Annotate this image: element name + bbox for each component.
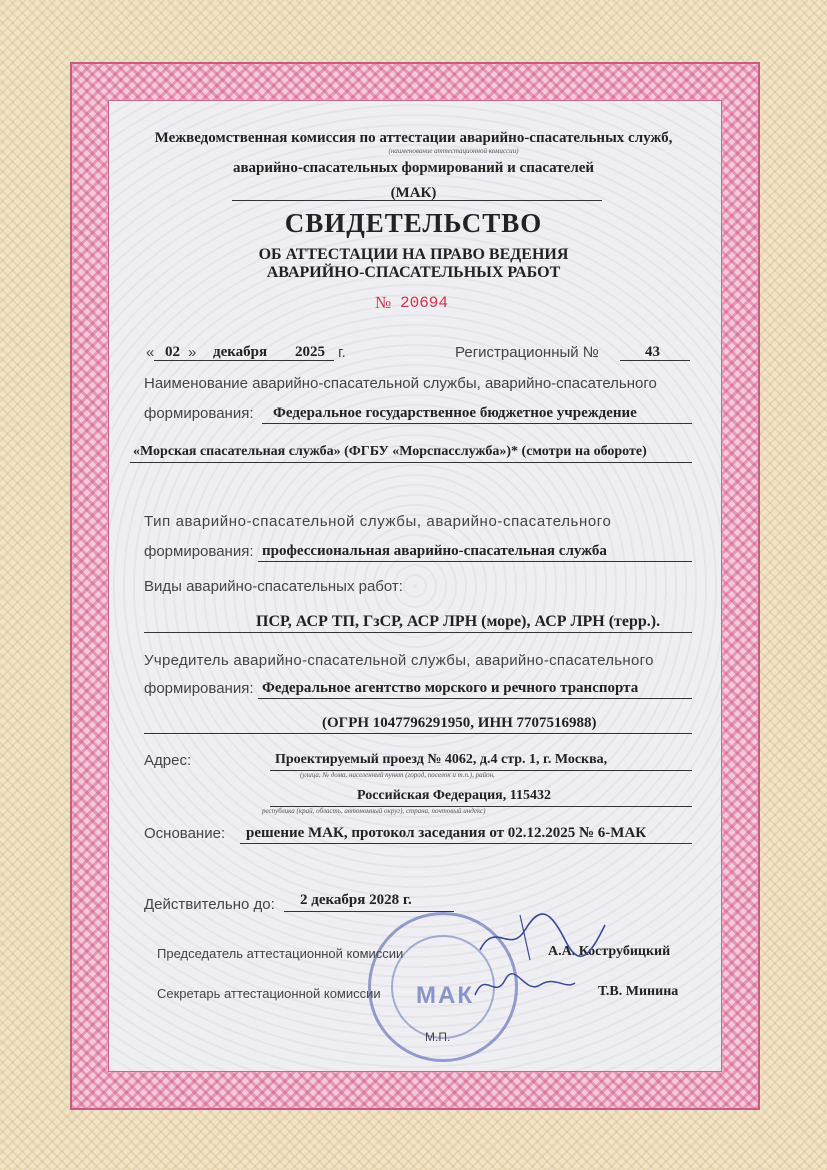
kinds-value: ПСР, АСР ТП, ГзСР, АСР ЛРН (море), АСР ЛРН (терр.). — [256, 613, 661, 630]
chair-signature — [470, 905, 610, 965]
type-underline — [258, 561, 692, 562]
date-year: 2025 — [295, 344, 325, 360]
number-sign: № — [375, 293, 392, 312]
type-label-line1: Тип аварийно-спасательной службы, аварийно-спасательного — [144, 513, 612, 530]
basis-underline — [240, 843, 692, 844]
address-label: Адрес: — [144, 752, 192, 769]
commission-abbrev: (МАК) — [390, 185, 437, 201]
kinds-underline — [144, 632, 692, 633]
address-caption-2: республика (край, область, автономный округ), страна, почтовый индекс) — [262, 807, 486, 815]
valid-until-label: Действительно до: — [144, 896, 275, 913]
certificate-title: СВИДЕТЕЛЬСТВО — [284, 208, 543, 238]
address-value-line2: Российская Федерация, 115432 — [357, 788, 551, 803]
chair-name: А.А. Кострубицкий — [548, 944, 671, 959]
registration-number: 43 — [645, 344, 660, 360]
secretary-name: Т.В. Минина — [598, 984, 679, 999]
commission-name-line1: Межведомственная комиссия по аттестации аварийно-спасательных служб, — [154, 130, 673, 146]
commission-name-line2: аварийно-спасательных формирований и спасателей — [232, 160, 595, 176]
name-underline-1 — [262, 423, 692, 424]
founder-underline-2 — [144, 733, 692, 734]
founder-label-line1: Учредитель аварийно-спасательной службы, аварийно-спасательного — [144, 652, 654, 669]
certificate-subtitle-line1: ОБ АТТЕСТАЦИИ НА ПРАВО ВЕДЕНИЯ — [258, 246, 569, 263]
header-underline — [232, 200, 602, 201]
date-month: декабря — [213, 344, 268, 360]
basis-label: Основание: — [144, 825, 226, 842]
name-label-line2: формирования: — [144, 405, 254, 422]
founder-label-line2: формирования: — [144, 680, 254, 697]
certificate-subtitle-line2: АВАРИЙНО-СПАСАТЕЛЬНЫХ РАБОТ — [266, 264, 561, 281]
registration-underline — [620, 360, 690, 361]
date-open-quote: « — [146, 344, 155, 361]
basis-value: решение МАК, протокол заседания от 02.12.2025 № 6-МАК — [246, 825, 647, 841]
seal-center-text: МАК — [416, 982, 474, 1009]
secretary-label: Секретарь аттестационной комиссии — [157, 986, 381, 1001]
date-day: 02 — [165, 344, 180, 360]
name-value-line1: Федеральное государственное бюджетное учреждение — [273, 405, 637, 421]
address-value-line1: Проектируемый проезд № 4062, д.4 стр. 1, г. Москва, — [275, 752, 608, 767]
chair-label: Председатель аттестационной комиссии — [157, 946, 404, 961]
commission-caption: (наименование аттестационной комиссии) — [388, 147, 519, 155]
date-underline — [154, 360, 334, 361]
secretary-signature — [470, 965, 580, 1005]
stamp-place-label: М.П. — [425, 1030, 451, 1044]
certificate-number: 20694 — [400, 294, 449, 312]
type-label-line2: формирования: — [144, 543, 254, 560]
address-caption-1: (улица, № дома, населенный пункт (город, поселок и т.п.), район, — [300, 771, 495, 779]
founder-value-line1: Федеральное агентство морского и речного транспорта — [262, 680, 639, 696]
kinds-label: Виды аварийно-спасательных работ: — [144, 578, 403, 595]
name-value-line2: «Морская спасательная служба» (ФГБУ «Морспасслужба»)* (смотри на обороте) — [133, 444, 647, 459]
type-value: профессиональная аварийно-спасательная служба — [262, 543, 607, 559]
founder-underline-1 — [258, 698, 692, 699]
founder-value-line2: (ОГРН 1047796291950, ИНН 7707516988) — [322, 715, 597, 731]
name-underline-2 — [130, 462, 692, 463]
name-label-line1: Наименование аварийно-спасательной службы, аварийно-спасательного — [144, 375, 657, 392]
date-year-suffix: г. — [338, 344, 346, 361]
registration-label: Регистрационный № — [455, 344, 599, 361]
date-close-quote: » — [188, 344, 197, 361]
valid-until-underline — [284, 911, 454, 912]
valid-until-value: 2 декабря 2028 г. — [300, 892, 412, 908]
